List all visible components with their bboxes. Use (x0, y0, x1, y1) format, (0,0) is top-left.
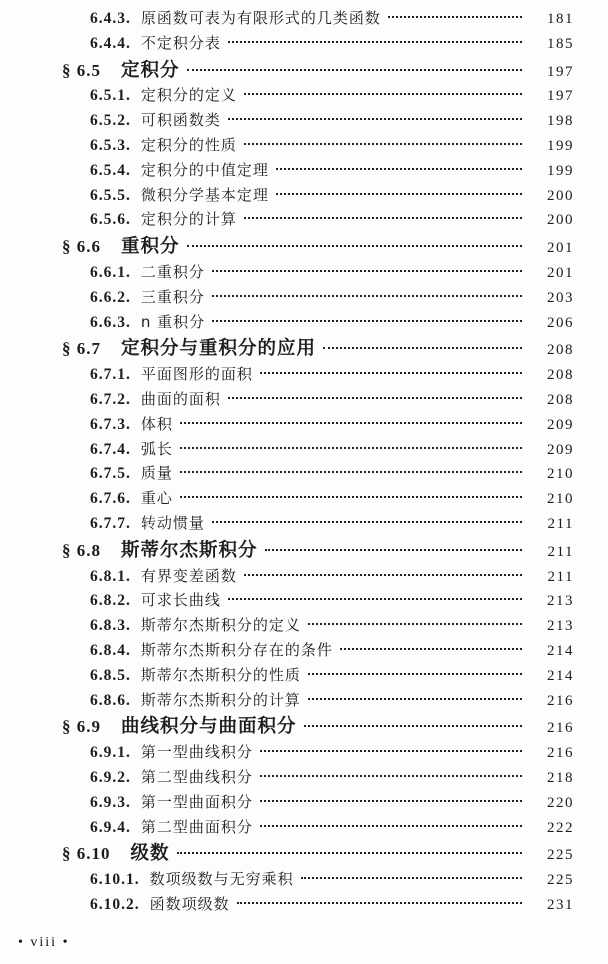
entry-page: 208 (547, 367, 574, 384)
dot-leader (260, 750, 522, 752)
entry-title: 微积分学基本定理 (140, 185, 269, 204)
toc-entry (0, 183, 574, 208)
dot-leader (180, 447, 522, 449)
toc-entry (0, 715, 574, 740)
dot-leader (244, 143, 522, 145)
page-number-footer: • viii • (18, 935, 70, 950)
entry-number: 6.6.2. (90, 288, 131, 306)
toc-entry (0, 638, 574, 663)
dot-leader (308, 698, 522, 700)
entry-title: 曲面的面积 (140, 389, 221, 408)
entry-page: 197 (547, 88, 574, 105)
toc-entry (0, 83, 574, 108)
dot-leader (244, 93, 522, 95)
entry-title: 定积分与重积分的应用 (121, 338, 317, 360)
entry-page: 201 (547, 240, 574, 257)
entry-page: 210 (547, 466, 574, 483)
entry-page: 209 (547, 416, 574, 433)
entry-title: 定积分的中值定理 (140, 160, 269, 179)
toc-entry (0, 892, 574, 917)
entry-number: § 6.6 (62, 237, 101, 257)
entry-page: 211 (547, 568, 574, 585)
entry-title: 原函数可表为有限形式的几类函数 (140, 9, 381, 27)
dot-leader (237, 902, 522, 904)
toc-entry (0, 207, 574, 232)
entry-title: 平面图形的面积 (140, 365, 253, 384)
entry-page: 203 (547, 289, 574, 306)
entry-title: 三重积分 (140, 287, 205, 306)
entry-page: 216 (547, 745, 574, 762)
toc-entry (0, 6, 574, 31)
entry-page: 216 (547, 692, 574, 709)
entry-number: 6.7.2. (90, 390, 131, 408)
entry-page: 211 (547, 543, 574, 560)
entry-number: § 6.10 (62, 844, 111, 864)
entry-page: 199 (547, 162, 574, 179)
entry-page: 210 (547, 491, 574, 508)
entry-page: 199 (547, 137, 574, 154)
entry-title: 第一型曲线积分 (140, 743, 253, 762)
entry-title: 体积 (140, 414, 173, 433)
toc-entry (0, 790, 574, 815)
entry-page: 220 (547, 794, 574, 811)
toc-entry (0, 285, 574, 310)
entry-number: 6.7.1. (90, 366, 131, 384)
dot-leader (180, 422, 522, 424)
toc-entry (0, 867, 574, 892)
entry-title: 重积分 (121, 236, 180, 258)
entry-title: 级数 (130, 843, 170, 865)
dot-leader (265, 549, 522, 551)
dot-leader (260, 825, 522, 827)
entry-number: 6.6.3. (90, 313, 131, 331)
toc-entry (0, 461, 574, 486)
entry-title: 弧长 (140, 439, 173, 458)
entry-title: 重心 (140, 489, 173, 508)
entry-title: 第二型曲面积分 (140, 817, 253, 836)
toc-entry (0, 740, 574, 765)
entry-title: 二重积分 (140, 262, 205, 281)
entry-page: 225 (547, 847, 574, 864)
entry-page: 209 (547, 441, 574, 458)
dot-leader (212, 295, 522, 297)
toc-list (0, 6, 574, 917)
entry-page: 216 (547, 720, 574, 737)
entry-page: 206 (547, 314, 574, 331)
entry-page: 222 (547, 819, 574, 836)
toc-entry (0, 613, 574, 638)
entry-title: 斯蒂尔杰斯积分 (121, 539, 258, 561)
entry-page: 225 (547, 872, 574, 889)
dot-leader (388, 16, 522, 18)
dot-leader (276, 168, 522, 170)
toc-entry (0, 362, 574, 387)
toc-entry (0, 31, 574, 56)
entry-number: 6.6.1. (90, 263, 131, 281)
entry-number: § 6.9 (62, 717, 101, 737)
dot-leader (308, 673, 522, 675)
toc-entry (0, 260, 574, 285)
dot-leader (177, 852, 522, 854)
entry-number: 6.9.2. (90, 768, 131, 786)
entry-title: 质量 (140, 464, 173, 483)
toc-entry (0, 108, 574, 133)
entry-title: 定积分的定义 (140, 86, 237, 105)
entry-page: 208 (547, 342, 574, 359)
entry-number: 6.7.4. (90, 440, 131, 458)
entry-title: 转动惯量 (140, 513, 205, 532)
entry-page: 181 (547, 11, 574, 27)
entry-title: 不定积分表 (140, 33, 221, 52)
dot-leader (260, 372, 522, 374)
entry-page: 213 (547, 593, 574, 610)
entry-title: 数项级数与无穷乘积 (149, 870, 294, 889)
entry-page: 208 (547, 391, 574, 408)
toc-entry (0, 815, 574, 840)
entry-title: 可求长曲线 (140, 591, 221, 610)
entry-number: 6.8.4. (90, 641, 131, 659)
toc-entry (0, 511, 574, 536)
entry-number: 6.8.3. (90, 617, 131, 635)
dot-leader (228, 118, 522, 120)
toc-entry (0, 486, 574, 511)
entry-page: 185 (547, 35, 574, 52)
dot-leader (180, 471, 522, 473)
entry-number: 6.9.4. (90, 818, 131, 836)
toc-entry (0, 158, 574, 183)
dot-leader (304, 725, 522, 727)
entry-page: 198 (547, 113, 574, 130)
entry-number: 6.7.7. (90, 514, 131, 532)
entry-page: 231 (547, 896, 574, 913)
dot-leader (212, 521, 522, 523)
entry-number: § 6.7 (62, 339, 101, 359)
toc-entry (0, 133, 574, 158)
entry-page: 218 (547, 769, 574, 786)
entry-title: 定积分 (121, 59, 180, 81)
entry-number: 6.5.3. (90, 136, 131, 154)
toc-entry (0, 437, 574, 462)
dot-leader (212, 270, 522, 272)
dot-leader (340, 648, 522, 650)
toc-entry (0, 765, 574, 790)
entry-page: 197 (547, 63, 574, 80)
entry-page: 214 (547, 642, 574, 659)
toc-entry (0, 539, 574, 564)
entry-number: 6.8.1. (90, 567, 131, 585)
dot-leader (301, 877, 522, 879)
toc-entry (0, 387, 574, 412)
dot-leader (260, 775, 522, 777)
entry-title: 斯蒂尔杰斯积分的定义 (140, 616, 301, 635)
dot-leader (276, 193, 522, 195)
entry-number: 6.8.2. (90, 592, 131, 610)
entry-number: 6.5.1. (90, 87, 131, 105)
entry-number: 6.5.5. (90, 186, 131, 204)
entry-number: 6.5.6. (90, 211, 131, 229)
entry-number: 6.10.1. (90, 871, 140, 889)
entry-title: 函数项级数 (149, 894, 230, 913)
toc-entry (0, 337, 574, 362)
entry-title: 斯蒂尔杰斯积分的性质 (140, 665, 301, 684)
toc-entry (0, 564, 574, 589)
entry-number: 6.8.5. (90, 666, 131, 684)
entry-page: 200 (547, 187, 574, 204)
dot-leader (228, 41, 522, 43)
entry-number: 6.10.2. (90, 895, 140, 913)
dot-leader (228, 598, 522, 600)
entry-number: 6.8.6. (90, 691, 131, 709)
entry-title: 斯蒂尔杰斯积分存在的条件 (140, 640, 333, 659)
entry-title: 可积函数类 (140, 111, 221, 130)
dot-leader (212, 320, 522, 322)
dot-leader (187, 245, 522, 247)
entry-title: 第一型曲面积分 (140, 792, 253, 811)
toc-entry (0, 310, 574, 335)
dot-leader (323, 347, 522, 349)
entry-title: 有界变差函数 (140, 566, 237, 585)
entry-number: 6.4.4. (90, 34, 131, 52)
dot-leader (244, 217, 522, 219)
entry-title: 第二型曲线积分 (140, 767, 253, 786)
entry-number: 6.7.6. (90, 490, 131, 508)
entry-number: § 6.5 (62, 60, 101, 80)
toc-entry (0, 588, 574, 613)
entry-page: 214 (547, 667, 574, 684)
entry-page: 213 (547, 618, 574, 635)
entry-number: 6.5.2. (90, 112, 131, 130)
toc-entry (0, 235, 574, 260)
toc-entry (0, 663, 574, 688)
dot-leader (308, 623, 522, 625)
entry-number: 6.5.4. (90, 161, 131, 179)
dot-leader (260, 800, 522, 802)
dot-leader (180, 496, 522, 498)
entry-number: 6.7.3. (90, 415, 131, 433)
dot-leader (244, 574, 522, 576)
toc-entry (0, 412, 574, 437)
entry-title: 斯蒂尔杰斯积分的计算 (140, 690, 301, 709)
toc-entry (0, 688, 574, 713)
entry-number: 6.9.3. (90, 793, 131, 811)
entry-title: 定积分的计算 (140, 210, 237, 229)
entry-page: 211 (547, 515, 574, 532)
toc-entry (0, 842, 574, 867)
entry-page: 200 (547, 212, 574, 229)
entry-number: 6.4.3. (90, 10, 131, 27)
entry-title: n 重积分 (140, 312, 206, 331)
entry-page: 201 (547, 264, 574, 281)
entry-title: 曲线积分与曲面积分 (121, 716, 297, 738)
toc-entry (0, 59, 574, 84)
dot-leader (187, 69, 522, 71)
entry-title: 定积分的性质 (140, 135, 237, 154)
entry-number: § 6.8 (62, 540, 101, 560)
entry-number: 6.9.1. (90, 744, 131, 762)
dot-leader (228, 397, 522, 399)
entry-number: 6.7.5. (90, 465, 131, 483)
